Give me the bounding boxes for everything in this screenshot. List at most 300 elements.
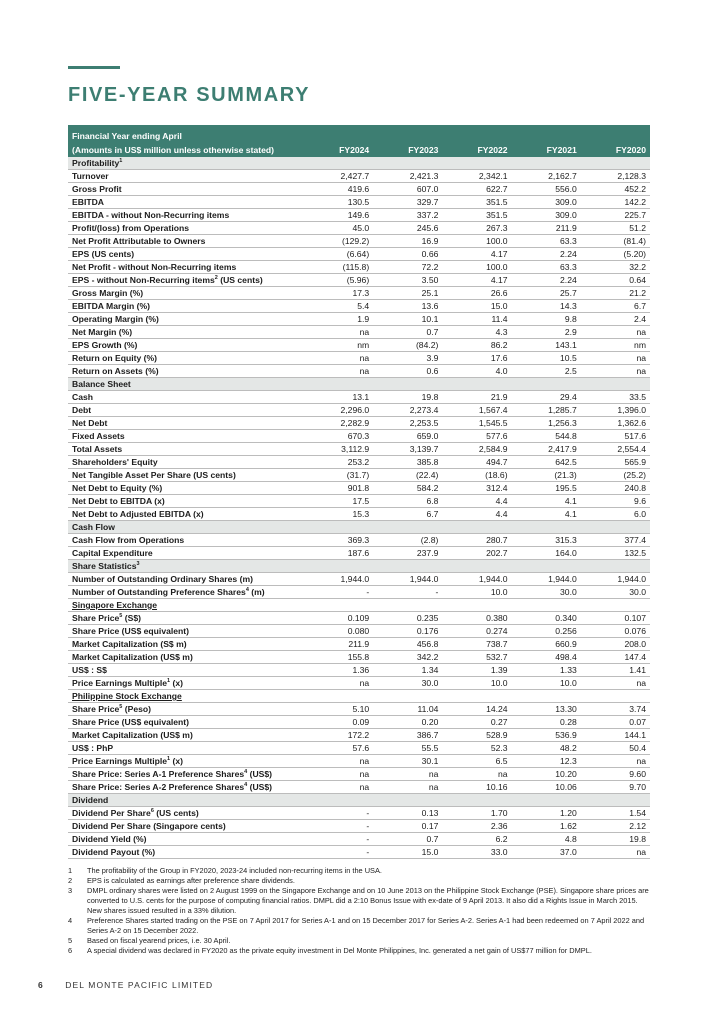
table-cell: 0.7 <box>373 326 442 339</box>
row-label-text: Debt <box>72 405 92 415</box>
row-label-text: Market Capitalization (US$ m) <box>72 730 193 740</box>
table-cell: 10.0 <box>442 677 511 690</box>
table-cell: 33.5 <box>581 391 650 404</box>
table-cell: 0.17 <box>373 820 442 833</box>
table-cell: 187.6 <box>304 547 373 560</box>
footnote-marker: 5 <box>119 704 123 711</box>
title-accent-bar <box>68 66 120 69</box>
table-cell: 337.2 <box>373 209 442 222</box>
table-cell: 1.41 <box>581 664 650 677</box>
table-row <box>68 547 650 560</box>
table-row <box>68 664 650 677</box>
table-cell: 142.2 <box>581 196 650 209</box>
row-label <box>68 196 304 209</box>
footnote-text: DMPL ordinary shares were listed on 2 August 1999 on the Singapore Exchange and on 10 June 2013 on the Philippine Stock Exchange (PSE). Singapore share prices are converted to U.S. cents for the purpose of computing financial ratios. DMPL did a 2:10 Bonus Issue with ex-date of 9 April 2013. It also did a Rights Issue in March 2015. New shares issued resulted in a 33% dilution. <box>87 886 649 915</box>
table-cell: 57.6 <box>304 742 373 755</box>
row-label <box>68 391 304 404</box>
table-cell: 5.10 <box>304 703 373 716</box>
table-cell: 63.3 <box>512 261 581 274</box>
table-cell: 19.8 <box>581 833 650 846</box>
section-header-row <box>68 378 650 391</box>
footnote-marker: 1 <box>167 678 171 685</box>
table-cell: 4.3 <box>442 326 511 339</box>
footnote <box>68 866 650 876</box>
table-cell: 240.8 <box>581 482 650 495</box>
row-label-suffix: (US$) <box>247 782 273 792</box>
table-row <box>68 534 650 547</box>
row-label-text: Net Debt to Equity (%) <box>72 483 163 493</box>
table-cell: 144.1 <box>581 729 650 742</box>
table-cell: 237.9 <box>373 547 442 560</box>
row-label-text: Net Debt to EBITDA (x) <box>72 496 165 506</box>
table-cell: 6.7 <box>373 508 442 521</box>
table-cell: (22.4) <box>373 469 442 482</box>
table-cell: 30.0 <box>512 586 581 599</box>
table-cell: (84.2) <box>373 339 442 352</box>
table-cell: 11.04 <box>373 703 442 716</box>
row-label-text: Price Earnings Multiple <box>72 678 168 688</box>
table-body <box>68 157 650 859</box>
table-cell: 312.4 <box>442 482 511 495</box>
table-cell: 21.9 <box>442 391 511 404</box>
row-label <box>68 742 304 755</box>
row-label-text: Shareholders' Equity <box>72 457 158 467</box>
section-header-row <box>68 521 650 534</box>
table-row <box>68 209 650 222</box>
table-cell: 30.1 <box>373 755 442 768</box>
table-header-row <box>68 125 650 141</box>
table-row <box>68 417 650 430</box>
table-row <box>68 781 650 794</box>
table-cell: 1.54 <box>581 807 650 820</box>
table-cell: 0.13 <box>373 807 442 820</box>
row-label-text: Market Capitalization (US$ m) <box>72 652 193 662</box>
table-cell: 10.06 <box>512 781 581 794</box>
table-cell: 2,584.9 <box>442 443 511 456</box>
table-cell: 0.080 <box>304 625 373 638</box>
table-cell: na <box>373 768 442 781</box>
table-cell: 660.9 <box>512 638 581 651</box>
row-label <box>68 183 304 196</box>
table-cell: 16.9 <box>373 235 442 248</box>
row-label-text: Net Tangible Asset Per Share (US cents) <box>72 470 236 480</box>
table-row <box>68 183 650 196</box>
table-cell: 2.4 <box>581 313 650 326</box>
table-row <box>68 495 650 508</box>
table-cell: - <box>304 820 373 833</box>
table-row <box>68 703 650 716</box>
table-cell: 32.2 <box>581 261 650 274</box>
table-cell: 0.20 <box>373 716 442 729</box>
row-label <box>68 365 304 378</box>
table-row <box>68 768 650 781</box>
table-cell: 3.74 <box>581 703 650 716</box>
row-label-text: Total Assets <box>72 444 123 454</box>
table-cell: 2,162.7 <box>512 170 581 183</box>
table-cell: (2.8) <box>373 534 442 547</box>
table-cell: 642.5 <box>512 456 581 469</box>
table-cell: 2.36 <box>442 820 511 833</box>
table-cell: 11.4 <box>442 313 511 326</box>
table-row <box>68 300 650 313</box>
table-cell: na <box>442 768 511 781</box>
table-row <box>68 352 650 365</box>
table-cell: 29.4 <box>512 391 581 404</box>
table-cell: 208.0 <box>581 638 650 651</box>
table-cell: 1.34 <box>373 664 442 677</box>
row-label-suffix: (US$) <box>247 769 273 779</box>
table-cell: na <box>581 365 650 378</box>
section-label <box>68 157 650 170</box>
table-cell: 351.5 <box>442 209 511 222</box>
table-cell: nm <box>304 339 373 352</box>
footnote-number: 6 <box>68 946 73 955</box>
table-cell: (129.2) <box>304 235 373 248</box>
table-cell: 202.7 <box>442 547 511 560</box>
section-label <box>68 794 650 807</box>
table-cell: 86.2 <box>442 339 511 352</box>
table-cell: 528.9 <box>442 729 511 742</box>
table-cell: 4.4 <box>442 508 511 521</box>
table-cell: (5.20) <box>581 248 650 261</box>
table-cell: 25.1 <box>373 287 442 300</box>
table-row <box>68 651 650 664</box>
table-row <box>68 274 650 287</box>
row-label <box>68 430 304 443</box>
table-cell: 0.109 <box>304 612 373 625</box>
table-cell: 1.9 <box>304 313 373 326</box>
table-cell: 536.9 <box>512 729 581 742</box>
section-label-text: Cash Flow <box>72 522 115 532</box>
table-cell: na <box>581 755 650 768</box>
table-cell: 2.5 <box>512 365 581 378</box>
table-cell: 30.0 <box>373 677 442 690</box>
table-cell: 195.5 <box>512 482 581 495</box>
table-cell: 584.2 <box>373 482 442 495</box>
header-financial-year: Financial Year ending April <box>68 125 650 141</box>
table-cell: 2,421.3 <box>373 170 442 183</box>
table-cell: 659.0 <box>373 430 442 443</box>
table-cell: 72.2 <box>373 261 442 274</box>
footnote-text: Preference Shares started trading on the PSE on 7 April 2017 for Series A-1 and on 15 December 2017 for Series A-2. Series A-1 had been redeemed on 7 April 2022 and Series A-2 on 15 December 2022. <box>87 916 645 935</box>
table-cell: na <box>581 326 650 339</box>
table-row <box>68 508 650 521</box>
row-label <box>68 469 304 482</box>
page-footer <box>38 980 213 990</box>
row-label <box>68 300 304 313</box>
footnotes <box>68 866 650 956</box>
row-label <box>68 651 304 664</box>
section-label <box>68 690 650 703</box>
subsection-header-row <box>68 690 650 703</box>
table-cell: 2,554.4 <box>581 443 650 456</box>
table-cell: - <box>304 846 373 859</box>
row-label-text: Capital Expenditure <box>72 548 153 558</box>
row-label <box>68 729 304 742</box>
row-label-text: EBITDA - without Non-Recurring items <box>72 210 230 220</box>
row-label-text: US$ : PhP <box>72 743 114 753</box>
table-row <box>68 430 650 443</box>
row-label-text: Cash Flow from Operations <box>72 535 185 545</box>
row-label <box>68 846 304 859</box>
footnote-number: 5 <box>68 936 73 945</box>
row-label-text: EBITDA Margin (%) <box>72 301 150 311</box>
table-cell: 13.30 <box>512 703 581 716</box>
table-cell: 1.20 <box>512 807 581 820</box>
row-label <box>68 352 304 365</box>
table-cell: 51.2 <box>581 222 650 235</box>
table-cell: 245.6 <box>373 222 442 235</box>
table-cell: 1,285.7 <box>512 404 581 417</box>
table-cell: 517.6 <box>581 430 650 443</box>
table-cell: na <box>304 365 373 378</box>
row-label-text: Gross Profit <box>72 184 122 194</box>
footnote-number: 3 <box>68 886 73 895</box>
row-label-text: Cash <box>72 392 94 402</box>
table-cell: - <box>304 833 373 846</box>
table-cell: 48.2 <box>512 742 581 755</box>
table-cell: 309.0 <box>512 196 581 209</box>
row-label <box>68 508 304 521</box>
table-cell: 172.2 <box>304 729 373 742</box>
section-label <box>68 521 650 534</box>
table-row <box>68 443 650 456</box>
table-cell: 17.3 <box>304 287 373 300</box>
table-row <box>68 365 650 378</box>
table-cell: 10.1 <box>373 313 442 326</box>
table-cell: 607.0 <box>373 183 442 196</box>
row-label <box>68 261 304 274</box>
table-cell: 532.7 <box>442 651 511 664</box>
table-cell: 2,253.5 <box>373 417 442 430</box>
table-cell: 0.07 <box>581 716 650 729</box>
row-label-text: Share Price <box>72 704 120 714</box>
row-label <box>68 222 304 235</box>
table-header-row <box>68 141 650 157</box>
table-cell: 17.6 <box>442 352 511 365</box>
table-row <box>68 612 650 625</box>
table-cell: 10.5 <box>512 352 581 365</box>
table-cell: 14.24 <box>442 703 511 716</box>
footnote-number: 4 <box>68 916 73 925</box>
table-cell: 0.256 <box>512 625 581 638</box>
row-label <box>68 339 304 352</box>
row-label <box>68 703 304 716</box>
table-cell: 2,427.7 <box>304 170 373 183</box>
table-cell: 10.0 <box>512 677 581 690</box>
row-label <box>68 313 304 326</box>
footnote-marker: 4 <box>245 587 249 594</box>
row-label-text: Share Price (US$ equivalent) <box>72 626 190 636</box>
row-label-text: Net Profit - without Non-Recurring items <box>72 262 237 272</box>
table-cell: 4.0 <box>442 365 511 378</box>
table-cell: 63.3 <box>512 235 581 248</box>
table-cell: na <box>304 755 373 768</box>
table-row <box>68 170 650 183</box>
footnote-marker: 4 <box>244 769 248 776</box>
row-label <box>68 417 304 430</box>
table-cell: na <box>581 677 650 690</box>
table-cell: 351.5 <box>442 196 511 209</box>
table-cell: 0.274 <box>442 625 511 638</box>
table-cell: 577.6 <box>442 430 511 443</box>
row-label <box>68 755 304 768</box>
table-cell: 494.7 <box>442 456 511 469</box>
table-cell: 1,944.0 <box>442 573 511 586</box>
table-cell: 0.27 <box>442 716 511 729</box>
table-row <box>68 391 650 404</box>
table-cell: 100.0 <box>442 261 511 274</box>
row-label <box>68 248 304 261</box>
table-cell: (25.2) <box>581 469 650 482</box>
row-label-suffix: (x) <box>170 678 183 688</box>
table-cell: 3.9 <box>373 352 442 365</box>
table-cell: na <box>304 326 373 339</box>
table-cell: 149.6 <box>304 209 373 222</box>
row-label-text: Return on Equity (%) <box>72 353 157 363</box>
table-cell: (5.96) <box>304 274 373 287</box>
row-label <box>68 482 304 495</box>
table-cell: 25.7 <box>512 287 581 300</box>
row-label <box>68 781 304 794</box>
table-cell: 309.0 <box>512 209 581 222</box>
table-cell: 14.3 <box>512 300 581 313</box>
row-label <box>68 235 304 248</box>
table-cell: 211.9 <box>512 222 581 235</box>
five-year-summary-table <box>68 125 650 859</box>
row-label-text: Dividend Per Share <box>72 808 151 818</box>
table-row <box>68 248 650 261</box>
header-year: FY2023 <box>373 141 442 157</box>
table-row <box>68 677 650 690</box>
footnote <box>68 876 650 886</box>
table-cell: 3,139.7 <box>373 443 442 456</box>
table-cell: 55.5 <box>373 742 442 755</box>
header-year: FY2020 <box>581 141 650 157</box>
table-cell: 30.0 <box>581 586 650 599</box>
table-cell: nm <box>581 339 650 352</box>
footnote <box>68 916 650 936</box>
table-cell: na <box>304 781 373 794</box>
table-row <box>68 261 650 274</box>
table-cell: 0.340 <box>512 612 581 625</box>
table-cell: 0.176 <box>373 625 442 638</box>
table-cell: 147.4 <box>581 651 650 664</box>
table-cell: 622.7 <box>442 183 511 196</box>
page-number: 6 <box>38 980 44 990</box>
table-cell: 2.9 <box>512 326 581 339</box>
footnote-marker: 5 <box>119 613 123 620</box>
table-row <box>68 716 650 729</box>
section-header-row <box>68 560 650 573</box>
footnote-text: EPS is calculated as earnings after preference share dividends. <box>87 876 295 885</box>
section-label-text: Philippine Stock Exchange <box>72 691 182 701</box>
table-cell: 342.2 <box>373 651 442 664</box>
table-row <box>68 755 650 768</box>
table-cell: 1.36 <box>304 664 373 677</box>
row-label <box>68 209 304 222</box>
row-label <box>68 274 304 287</box>
subsection-header-row <box>68 599 650 612</box>
row-label-text: Dividend Payout (%) <box>72 847 156 857</box>
section-label <box>68 560 650 573</box>
table-cell: 2,273.4 <box>373 404 442 417</box>
table-cell: 9.70 <box>581 781 650 794</box>
table-cell: 2.24 <box>512 248 581 261</box>
table-cell: 0.64 <box>581 274 650 287</box>
row-label <box>68 534 304 547</box>
row-label <box>68 547 304 560</box>
table-cell: 386.7 <box>373 729 442 742</box>
table-cell: 0.107 <box>581 612 650 625</box>
section-label-text: Dividend <box>72 795 109 805</box>
row-label-suffix: (S$) <box>122 613 141 623</box>
table-cell: 4.8 <box>512 833 581 846</box>
row-label <box>68 326 304 339</box>
row-label-text: EPS Growth (%) <box>72 340 138 350</box>
table-cell: 2,128.3 <box>581 170 650 183</box>
table-cell: 164.0 <box>512 547 581 560</box>
row-label-text: Profit/(loss) from Operations <box>72 223 189 233</box>
table-cell: 0.66 <box>373 248 442 261</box>
table-cell: 5.4 <box>304 300 373 313</box>
table-cell: 377.4 <box>581 534 650 547</box>
table-cell: 2.24 <box>512 274 581 287</box>
company-name: DEL MONTE PACIFIC LIMITED <box>65 980 214 990</box>
table-cell: 15.0 <box>442 300 511 313</box>
table-row <box>68 313 650 326</box>
table-cell: 1,944.0 <box>304 573 373 586</box>
table-cell: na <box>304 352 373 365</box>
row-label-suffix: (x) <box>170 756 183 766</box>
table-cell: 1,396.0 <box>581 404 650 417</box>
table-cell: 15.3 <box>304 508 373 521</box>
table-cell: 10.0 <box>442 586 511 599</box>
row-label <box>68 573 304 586</box>
table-cell: (6.64) <box>304 248 373 261</box>
table-cell: 6.5 <box>442 755 511 768</box>
row-label-text: Net Debt <box>72 418 108 428</box>
row-label-text: Share Price (US$ equivalent) <box>72 717 190 727</box>
section-header-row <box>68 157 650 170</box>
row-label <box>68 807 304 820</box>
table-cell: 1,944.0 <box>581 573 650 586</box>
table-cell: 1,256.3 <box>512 417 581 430</box>
row-label-text: Operating Margin (%) <box>72 314 159 324</box>
table-row <box>68 196 650 209</box>
table-cell: 12.3 <box>512 755 581 768</box>
table-row <box>68 482 650 495</box>
table-cell: 1.39 <box>442 664 511 677</box>
footnote-marker: 6 <box>150 808 154 815</box>
table-row <box>68 833 650 846</box>
table-cell: 565.9 <box>581 456 650 469</box>
table-cell: 1,362.6 <box>581 417 650 430</box>
table-cell: 3,112.9 <box>304 443 373 456</box>
table-cell: 385.8 <box>373 456 442 469</box>
row-label-text: Share Price: Series A-2 Preference Shares <box>72 782 245 792</box>
row-label-text: Number of Outstanding Preference Shares <box>72 587 246 597</box>
table-cell: 2,296.0 <box>304 404 373 417</box>
row-label-text: Net Margin (%) <box>72 327 133 337</box>
row-label <box>68 404 304 417</box>
header-amounts-note: (Amounts in US$ million unless otherwise stated) <box>68 141 304 157</box>
table-cell: na <box>581 352 650 365</box>
table-cell: 452.2 <box>581 183 650 196</box>
row-label <box>68 287 304 300</box>
table-cell: 6.7 <box>581 300 650 313</box>
header-year: FY2021 <box>512 141 581 157</box>
